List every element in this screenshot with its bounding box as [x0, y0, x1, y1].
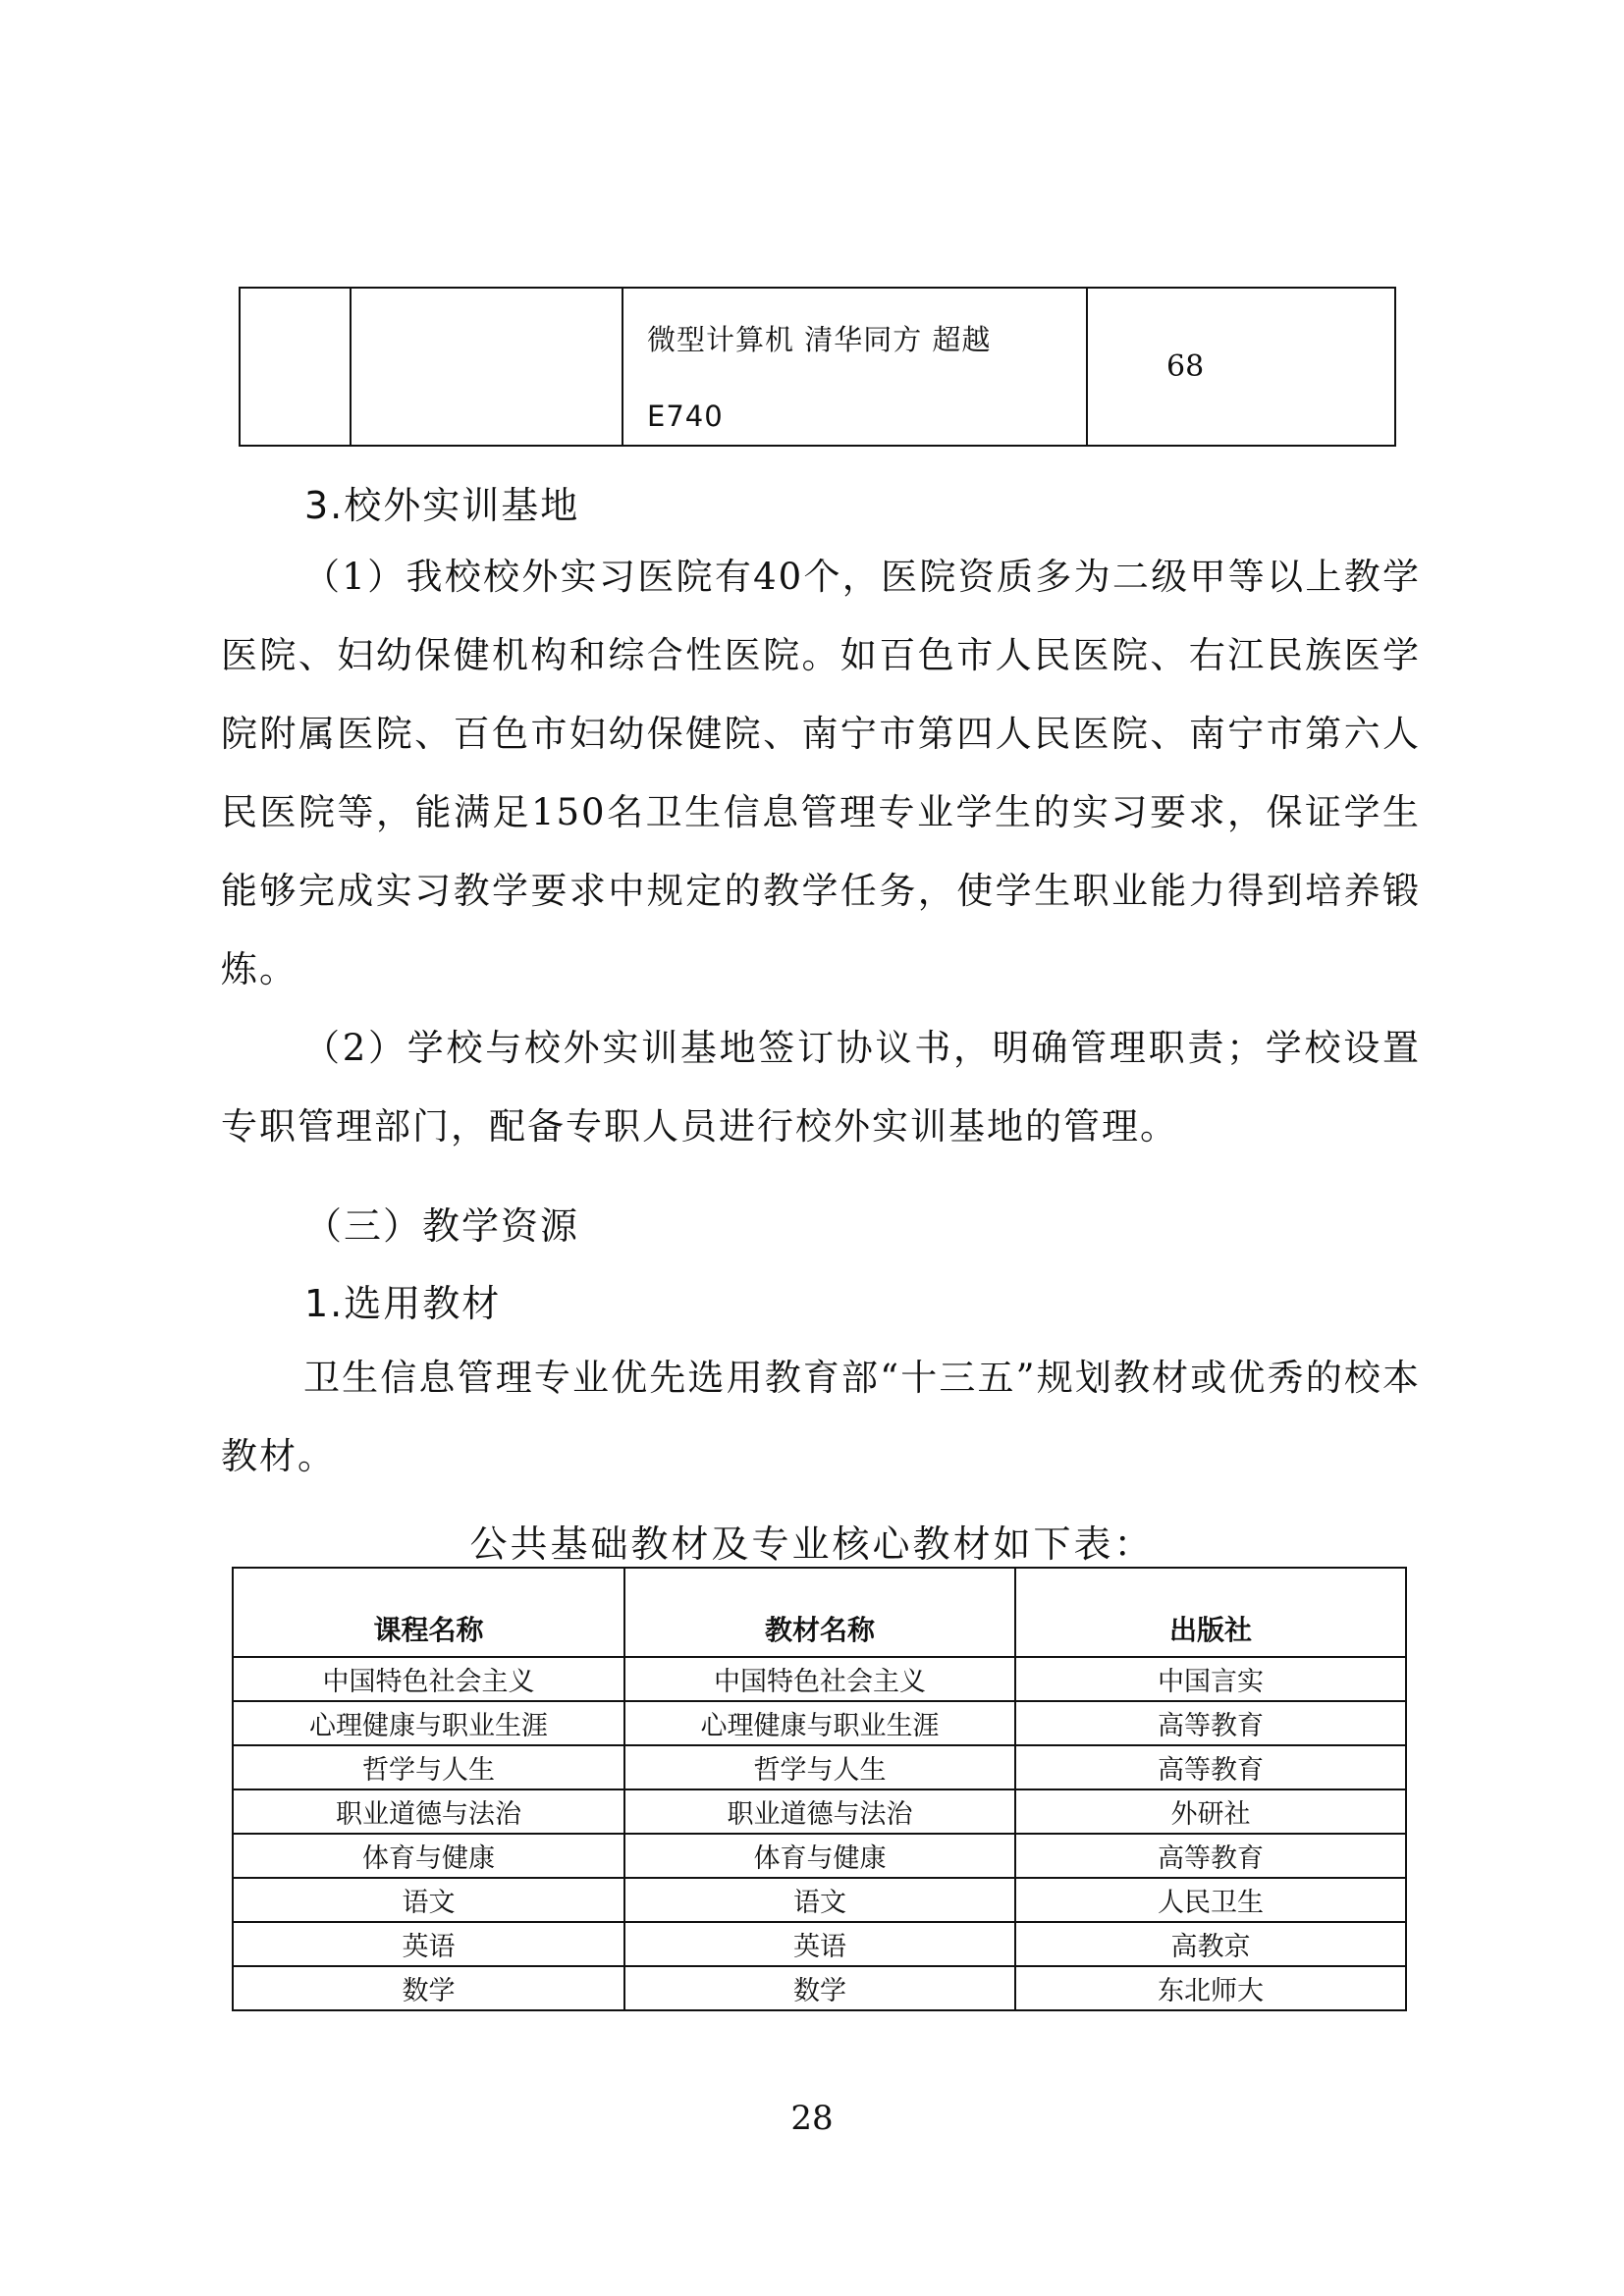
paragraph-agreement-management: （2）学校与校外实训基地签订协议书，明确管理职责；学校设置专职管理部门，配备专职人员进行校外实训基地的管理。	[221, 1027, 1421, 1148]
table-header-row	[233, 1568, 1406, 1657]
course-name-cell: 数学	[233, 1966, 624, 2010]
table-row	[233, 1701, 1406, 1745]
textbook-name-cell: 心理健康与职业生涯	[624, 1701, 1015, 1745]
table-row	[233, 1789, 1406, 1834]
empty-cell	[351, 288, 623, 446]
section-heading-offsite-training: 3.校外实训基地	[304, 484, 580, 527]
table-row	[233, 1657, 1406, 1701]
publisher-cell: 高等教育	[1015, 1701, 1406, 1745]
publisher-cell: 中国言实	[1015, 1657, 1406, 1701]
empty-cell	[240, 288, 351, 446]
equipment-cell	[623, 288, 1087, 446]
publisher-cell: 人民卫生	[1015, 1878, 1406, 1922]
course-name-cell: 哲学与人生	[233, 1745, 624, 1789]
publisher-cell: 外研社	[1015, 1789, 1406, 1834]
textbook-name-cell: 体育与健康	[624, 1834, 1015, 1878]
publisher-cell: 高等教育	[1015, 1834, 1406, 1878]
course-name-cell: 英语	[233, 1922, 624, 1966]
equipment-quantity: 68	[1087, 288, 1395, 446]
course-name-cell: 心理健康与职业生涯	[233, 1701, 624, 1745]
course-name-cell: 中国特色社会主义	[233, 1657, 624, 1701]
header-course-name: 课程名称	[233, 1568, 624, 1657]
section-heading-teaching-resources: （三）教学资源	[304, 1204, 580, 1248]
header-publisher: 出版社	[1015, 1568, 1406, 1657]
textbook-name-cell: 数学	[624, 1966, 1015, 2010]
course-name-cell: 职业道德与法治	[233, 1789, 624, 1834]
textbook-name-cell: 中国特色社会主义	[624, 1657, 1015, 1701]
table-row	[240, 288, 1395, 446]
table-row	[233, 1966, 1406, 2010]
paragraph-textbook-selection: 卫生信息管理专业优先选用教育部“十三五”规划教材或优秀的校本教材。	[221, 1357, 1421, 1477]
publisher-cell: 高教京	[1015, 1922, 1406, 1966]
textbook-name-cell: 哲学与人生	[624, 1745, 1015, 1789]
table-caption: 公共基础教材及专业核心教材如下表：	[469, 1522, 1155, 1566]
course-name-cell: 体育与健康	[233, 1834, 624, 1878]
table-row	[233, 1834, 1406, 1878]
equipment-name-line2: E740	[647, 400, 724, 433]
textbook-name-cell: 英语	[624, 1922, 1015, 1966]
course-name-cell: 语文	[233, 1878, 624, 1922]
publisher-cell: 高等教育	[1015, 1745, 1406, 1789]
table-row	[233, 1878, 1406, 1922]
textbook-table	[232, 1567, 1407, 2011]
header-textbook-name: 教材名称	[624, 1568, 1015, 1657]
equipment-name-line1: 微型计算机 清华同方 超越	[647, 323, 992, 356]
page-number: 28	[790, 2099, 834, 2138]
equipment-table-continued	[239, 287, 1396, 447]
paragraph-internship-hospitals: （1）我校校外实习医院有40个，医院资质多为二级甲等以上教学医院、妇幼保健机构和综合性医院。如百色市人民医院、右江民族医学院附属医院、百色市妇幼保健院、南宁市第四人民医院、南宁市第六人民医院等，能满足150名卫生信息管理专业学生的实习要求，保证学生能够完成实习教学要求中规定的教学任务，使学生职业能力得到培养锻炼。	[221, 556, 1421, 990]
subsection-heading-textbooks: 1.选用教材	[304, 1282, 502, 1325]
textbook-name-cell: 职业道德与法治	[624, 1789, 1015, 1834]
textbook-name-cell: 语文	[624, 1878, 1015, 1922]
table-row	[233, 1745, 1406, 1789]
publisher-cell: 东北师大	[1015, 1966, 1406, 2010]
table-row	[233, 1922, 1406, 1966]
